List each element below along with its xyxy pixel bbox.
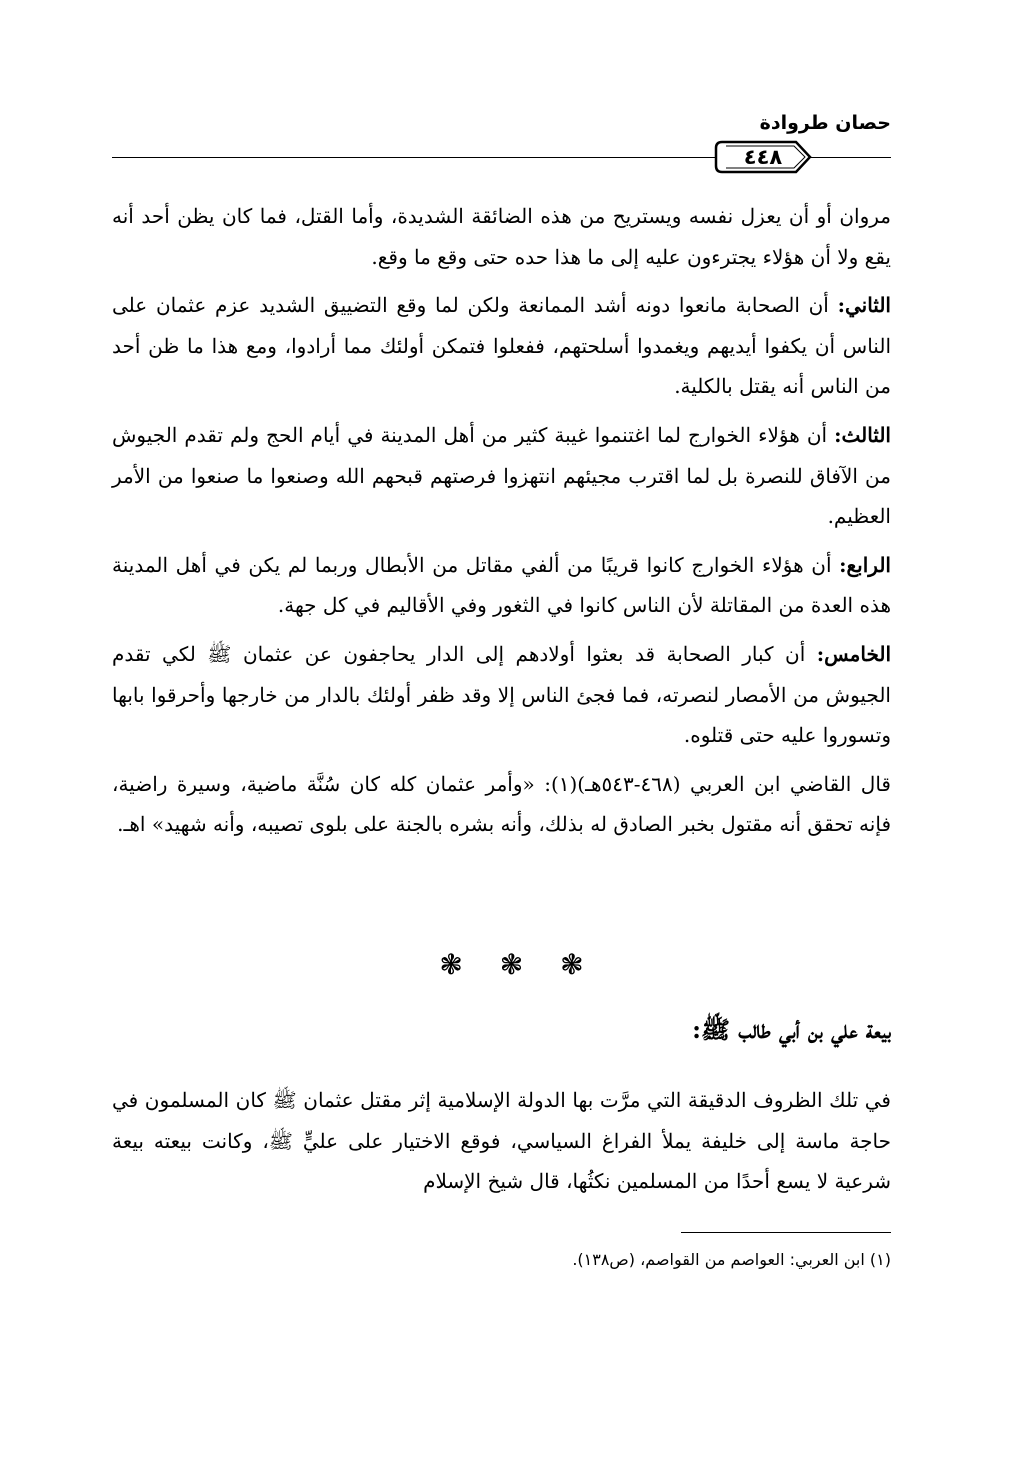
paragraph-1 bbox=[112, 196, 891, 277]
paragraph-text: أن كبار الصحابة قد بعثوا أولادهم إلى الدار يحاجفون عن عثمان ﷺ لكي تقدم الجيوش من الأمصار لنصرته، فما فجئ الناس إلا وقد ظفر أولئك بالدار من خارجها وأحرقوا بابها وتسوروا عليه حتى قتلوه. bbox=[112, 641, 891, 748]
section-text: في تلك الظروف الدقيقة التي مرَّت بها الدولة الإسلامية إثر مقتل عثمان ﷺ كان المسلمون في حاجة ماسة إلى خليفة يملأ الفراغ السياسي، فوقع الاختيار على عليٍّ ﷺ، وكانت بيعته بيعة شرعية لا يسع أحدًا من المسلمين نكثُها، قال شيخ الإسلام bbox=[112, 1088, 891, 1194]
paragraph-5 bbox=[112, 634, 891, 756]
paragraph-text: أن هؤلاء الخوارج لما اغتنموا غيبة كثير من أهل المدينة في أيام الحج ولم تقدم الجيوش من الآفاق للنصرة بل لما اقترب مجيئهم انتهزوا فرصتهم قبحهم الله وصنعوا ما صنعوا من الأمر العظيم. bbox=[112, 422, 891, 529]
paragraph-text: أن الصحابة مانعوا دونه أشد الممانعة ولكن لما وقع التضييق الشديد عزم عثمان على الناس أن يكفوا أيديهم ويغمدوا أسلحتهم، ففعلوا فتمكن أولئك مما أرادوا، ومع هذا ما ظن أحد من الناس أنه يقتل بالكلية. bbox=[112, 293, 891, 399]
paragraph-lead: الخامس: bbox=[816, 641, 891, 666]
footnote-rule bbox=[681, 1232, 891, 1233]
paragraph-6 bbox=[112, 764, 891, 845]
paragraph-4 bbox=[112, 545, 891, 626]
header-rule-left bbox=[112, 157, 716, 158]
paragraph-lead: الثاني: bbox=[837, 293, 891, 318]
flower-ornament-icon: ❃ bbox=[499, 948, 534, 981]
page-number-badge bbox=[714, 140, 812, 174]
paragraph-text: قال القاضي ابن العربي (٤٦٨-٥٤٣هـ)(١): «وأمر عثمان كله كان سُنَّة ماضية، وسيرة راضية، فإنه تحقق أنه مقتول بخبر الصادق له بذلك، وأنه بشره بالجنة على بلوى تصيبه، وأنه شهيد» اهـ. bbox=[112, 771, 891, 837]
paragraph-text: أن هؤلاء الخوارج كانوا قريبًا من ألفي مقاتل من الأبطال وربما لم يكن في أهل المدينة هذه العدة من المقاتلة لأن الناس كانوا في الثغور وفي الأقاليم في كل جهة. bbox=[112, 552, 891, 618]
paragraph-3 bbox=[112, 415, 891, 537]
running-title: حصان طروادة bbox=[759, 112, 891, 134]
section-heading: بيعة علي بن أبي طالب ﷺ: bbox=[692, 1015, 891, 1044]
section-divider bbox=[0, 948, 1033, 981]
paragraph-2 bbox=[112, 285, 891, 407]
paragraph-lead: الرابع: bbox=[839, 552, 891, 577]
flower-ornament-icon: ❃ bbox=[560, 948, 594, 981]
footnote: (١) ابن العربي: العواصم من القواصم، (ص١٣٨). bbox=[572, 1250, 891, 1269]
page-number: ٤٤٨ bbox=[743, 145, 783, 169]
main-text bbox=[112, 196, 891, 853]
header-rule-right bbox=[810, 157, 891, 158]
paragraph-lead: الثالث: bbox=[834, 422, 891, 447]
flower-ornament-icon: ❃ bbox=[439, 948, 473, 981]
paragraph-text: مروان أو أن يعزل نفسه ويستريح من هذه الضائقة الشديدة، وأما القتل، فما كان يظن أحد أنه يقع ولا أن هؤلاء يجترءون عليه إلى ما هذا حده حتى وقع ما وقع. bbox=[112, 204, 891, 269]
